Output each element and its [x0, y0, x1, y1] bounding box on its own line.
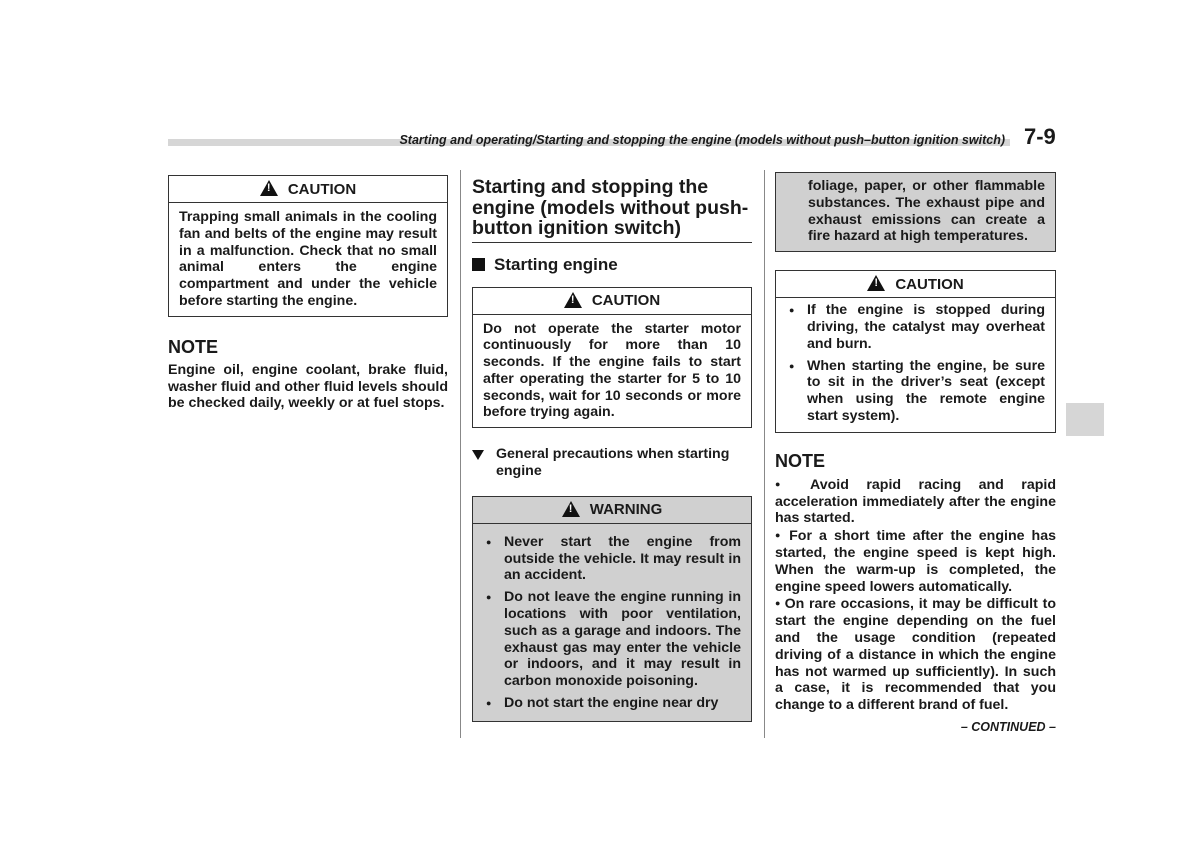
caution-box-body: Do not operate the starter motor continuously for more than 10 seconds. If the engine fails to start after operating the starter for 5 to 10 seconds, wait for 10 seconds or more before trying again.	[472, 315, 752, 429]
caution-label: CAUTION	[287, 180, 357, 198]
subsection-title	[472, 255, 752, 275]
chapter-thumb-tab	[1066, 403, 1104, 436]
column-divider	[764, 170, 765, 738]
caution-label: CAUTION	[895, 275, 964, 293]
continued-label: – CONTINUED –	[960, 719, 1056, 734]
note-item: ● On rare occasions, it may be difficult to start the engine depending on the fuel and the usage condition (repeated driving of a distance in which the engine has not warmed up sufficiently). In such a case, it is recommended that you change to a different brand of fuel.	[775, 595, 1056, 714]
warning-label: WARNING	[589, 501, 663, 519]
warning-continued-box: foliage, paper, or other flammable substances. The exhaust pipe and exhaust emissions can create a fire hazard at high temperatures.	[775, 172, 1056, 252]
warning-box-body	[472, 524, 752, 722]
note-text: Engine oil, engine coolant, brake fluid, washer fluid and other fluid levels should be checked daily, weekly or at fuel stops.	[168, 361, 448, 412]
column-2	[472, 177, 752, 722]
column-1	[168, 175, 448, 412]
note-item: ● Avoid rapid racing and rapid acceleration immediately after the engine has started.	[775, 476, 1056, 527]
column-3	[775, 172, 1056, 734]
caution-box-title	[775, 270, 1056, 298]
breadcrumb: Starting and operating/Starting and stopping the engine (models without push–button ignition switch)	[399, 133, 1005, 147]
precautions-heading-text: General precautions when starting engine	[496, 446, 730, 480]
warning-box-title	[472, 496, 752, 524]
note-list	[775, 476, 1056, 714]
warning-triangle-icon	[260, 180, 278, 196]
warning-triangle-icon	[564, 292, 582, 308]
note-heading: NOTE	[168, 336, 219, 357]
caution-box-body: Trapping small animals in the cooling fan and belts of the engine may result in a malfunction. Check that no small animal enters the engine compartment and under the vehicle before starting the engine.	[168, 203, 448, 317]
column-divider	[460, 170, 461, 738]
caution-label: CAUTION	[591, 292, 661, 309]
caution-box-body	[775, 298, 1056, 433]
subsection-title-text: Starting engine	[494, 254, 618, 274]
note-item: ● For a short time after the engine has started, the engine speed is kept high. When the warm-up is completed, the engine speed lowers automatically.	[775, 527, 1056, 595]
warning-triangle-icon	[867, 275, 885, 291]
warning-item: ● Never start the engine from outside the vehicle. It may result in an accident.	[483, 534, 741, 584]
note-heading: NOTE	[775, 450, 826, 471]
caution-item: ● If the engine is stopped during driving, the catalyst may overheat and burn.	[786, 302, 1045, 352]
section-title: Starting and stopping the engine (models without push-button ignition switch)	[472, 176, 749, 239]
warning-item: ● Do not leave the engine running in locations with poor ventilation, such as a garage and indoors. The exhaust gas may enter the vehicle or indoors, and it may result in carbon monoxide poisoning.	[483, 589, 741, 690]
caution-item: ● When starting the engine, be sure to sit in the driver’s seat (except when using the remote engine start system).	[786, 358, 1045, 425]
caution-box-title	[472, 287, 752, 315]
warning-triangle-icon	[562, 501, 580, 517]
precautions-heading	[472, 446, 752, 480]
triangle-down-icon	[472, 450, 484, 460]
caution-box-title	[168, 175, 448, 203]
page-number: 7-9	[1024, 124, 1056, 149]
square-bullet-icon	[472, 258, 485, 271]
warning-item: ● Do not start the engine near dry	[483, 695, 741, 712]
